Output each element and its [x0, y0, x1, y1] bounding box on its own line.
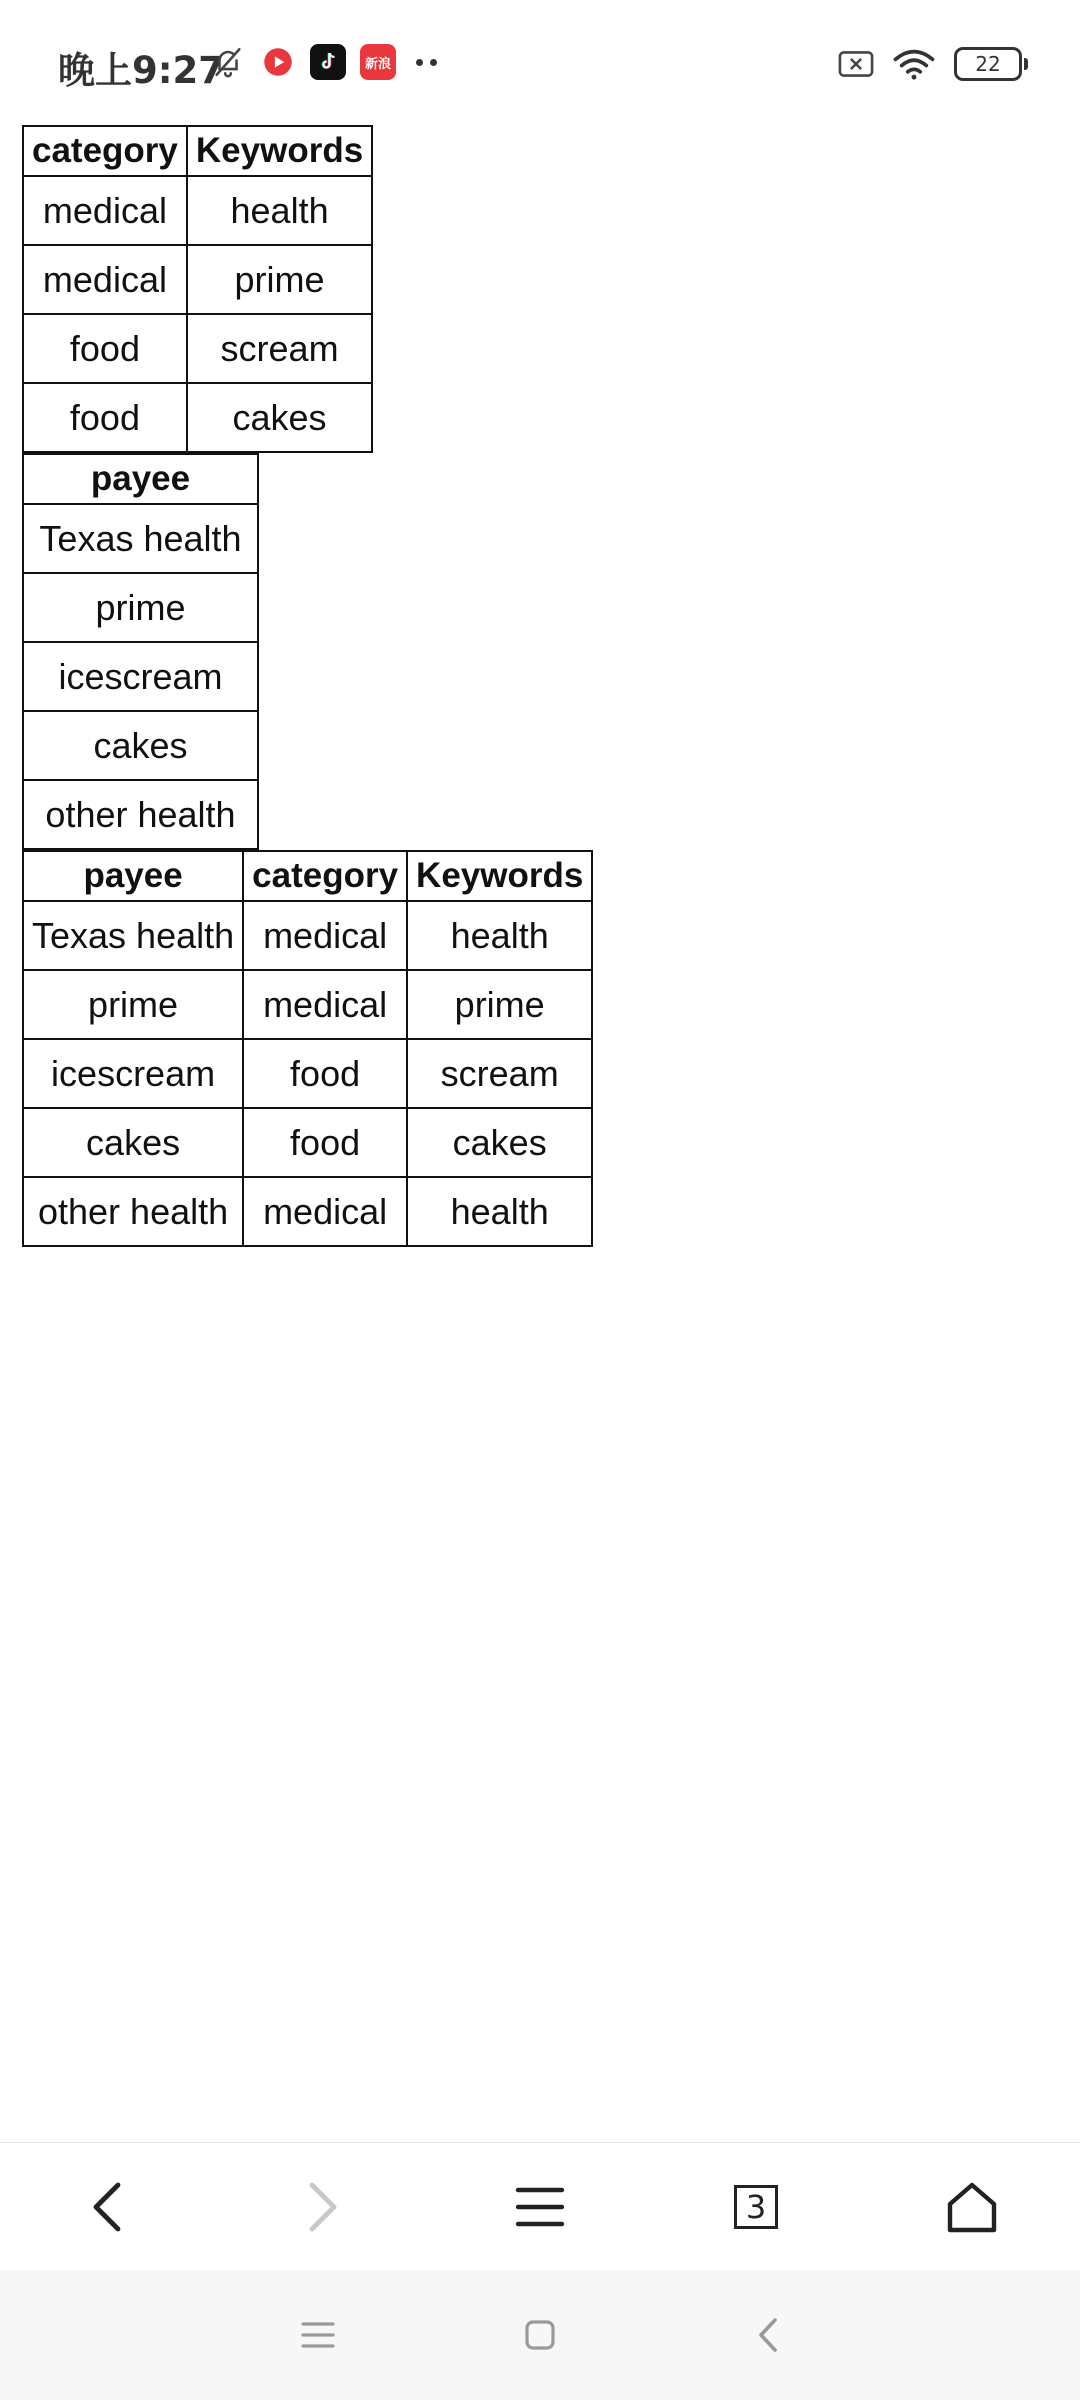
table-row: [23, 504, 258, 573]
header-category: category: [23, 126, 187, 176]
recents-icon: [301, 2320, 335, 2350]
cell-keyword: scream: [187, 314, 372, 383]
battery-icon: [954, 47, 1022, 81]
table-row: [23, 1108, 592, 1177]
table-row: [23, 711, 258, 780]
tabs-icon: [734, 2185, 778, 2229]
system-back-button[interactable]: [733, 2300, 803, 2370]
tiktok-app-icon: [310, 44, 346, 80]
cell-payee: other health: [23, 780, 258, 849]
cell-category: medical: [243, 901, 407, 970]
home-square-icon: [524, 2319, 556, 2351]
menu-button[interactable]: [500, 2167, 580, 2247]
header-payee: payee: [23, 454, 258, 504]
cell-payee: prime: [23, 970, 243, 1039]
table-row: [23, 245, 372, 314]
header-keywords: Keywords: [407, 851, 592, 901]
status-bar: [0, 0, 1080, 130]
header-payee: payee: [23, 851, 243, 901]
cell-keyword: health: [187, 176, 372, 245]
table-row: [23, 314, 372, 383]
cell-category: food: [23, 383, 187, 452]
cell-payee: other health: [23, 1177, 243, 1246]
table-row: [23, 176, 372, 245]
cell-payee: cakes: [23, 1108, 243, 1177]
home-button[interactable]: [932, 2167, 1012, 2247]
system-nav-bar: [0, 2270, 1080, 2400]
cell-category: food: [23, 314, 187, 383]
joined-table: [22, 850, 593, 1247]
status-icons-left: [210, 44, 437, 80]
header-keywords: Keywords: [187, 126, 372, 176]
forward-button[interactable]: [284, 2167, 364, 2247]
payee-table: [22, 453, 259, 850]
battery-level: 22: [975, 52, 1001, 76]
table-header-row: [23, 126, 372, 176]
menu-icon: [514, 2184, 566, 2230]
table-header-row: [23, 454, 258, 504]
recents-button[interactable]: [283, 2300, 353, 2370]
news-app-label: 新浪: [364, 56, 391, 72]
cell-payee: icescream: [23, 1039, 243, 1108]
forward-arrow-icon: [304, 2179, 344, 2235]
cell-keyword: health: [407, 901, 592, 970]
browser-toolbar: [0, 2142, 1080, 2271]
cell-keyword: scream: [407, 1039, 592, 1108]
tabs-button[interactable]: [716, 2167, 796, 2247]
header-category: category: [243, 851, 407, 901]
news-app-icon: [360, 44, 396, 80]
video-app-icon: [260, 44, 296, 80]
cell-keyword: prime: [187, 245, 372, 314]
cell-category: food: [243, 1039, 407, 1108]
cell-category: medical: [243, 970, 407, 1039]
table-row: [23, 1177, 592, 1246]
cell-payee: prime: [23, 573, 258, 642]
cell-payee: Texas health: [23, 504, 258, 573]
status-time: 晚上9:27: [58, 49, 225, 92]
keywords-table: [22, 125, 373, 453]
table-row: [23, 1039, 592, 1108]
cell-category: medical: [23, 176, 187, 245]
back-arrow-icon: [86, 2179, 126, 2235]
home-icon: [945, 2180, 999, 2234]
cell-category: medical: [23, 245, 187, 314]
system-home-button[interactable]: [505, 2300, 575, 2370]
cell-keyword: health: [407, 1177, 592, 1246]
cell-category: medical: [243, 1177, 407, 1246]
table-row: [23, 970, 592, 1039]
sim-disabled-icon: [838, 46, 874, 82]
table-row: [23, 383, 372, 452]
more-dots-icon: [416, 59, 437, 66]
cell-payee: cakes: [23, 711, 258, 780]
table-row: [23, 573, 258, 642]
cell-keyword: cakes: [187, 383, 372, 452]
table-row: [23, 642, 258, 711]
page-content: [22, 125, 593, 1247]
status-icons-right: [838, 46, 1022, 82]
cell-payee: icescream: [23, 642, 258, 711]
back-chevron-icon: [757, 2317, 779, 2353]
table-row: [23, 780, 258, 849]
bell-off-icon: [210, 44, 246, 80]
table-header-row: [23, 851, 592, 901]
cell-payee: Texas health: [23, 901, 243, 970]
cell-keyword: prime: [407, 970, 592, 1039]
cell-category: food: [243, 1108, 407, 1177]
wifi-icon: [892, 46, 936, 82]
tab-count: 3: [745, 2188, 767, 2226]
cell-keyword: cakes: [407, 1108, 592, 1177]
table-row: [23, 901, 592, 970]
back-button[interactable]: [66, 2167, 146, 2247]
